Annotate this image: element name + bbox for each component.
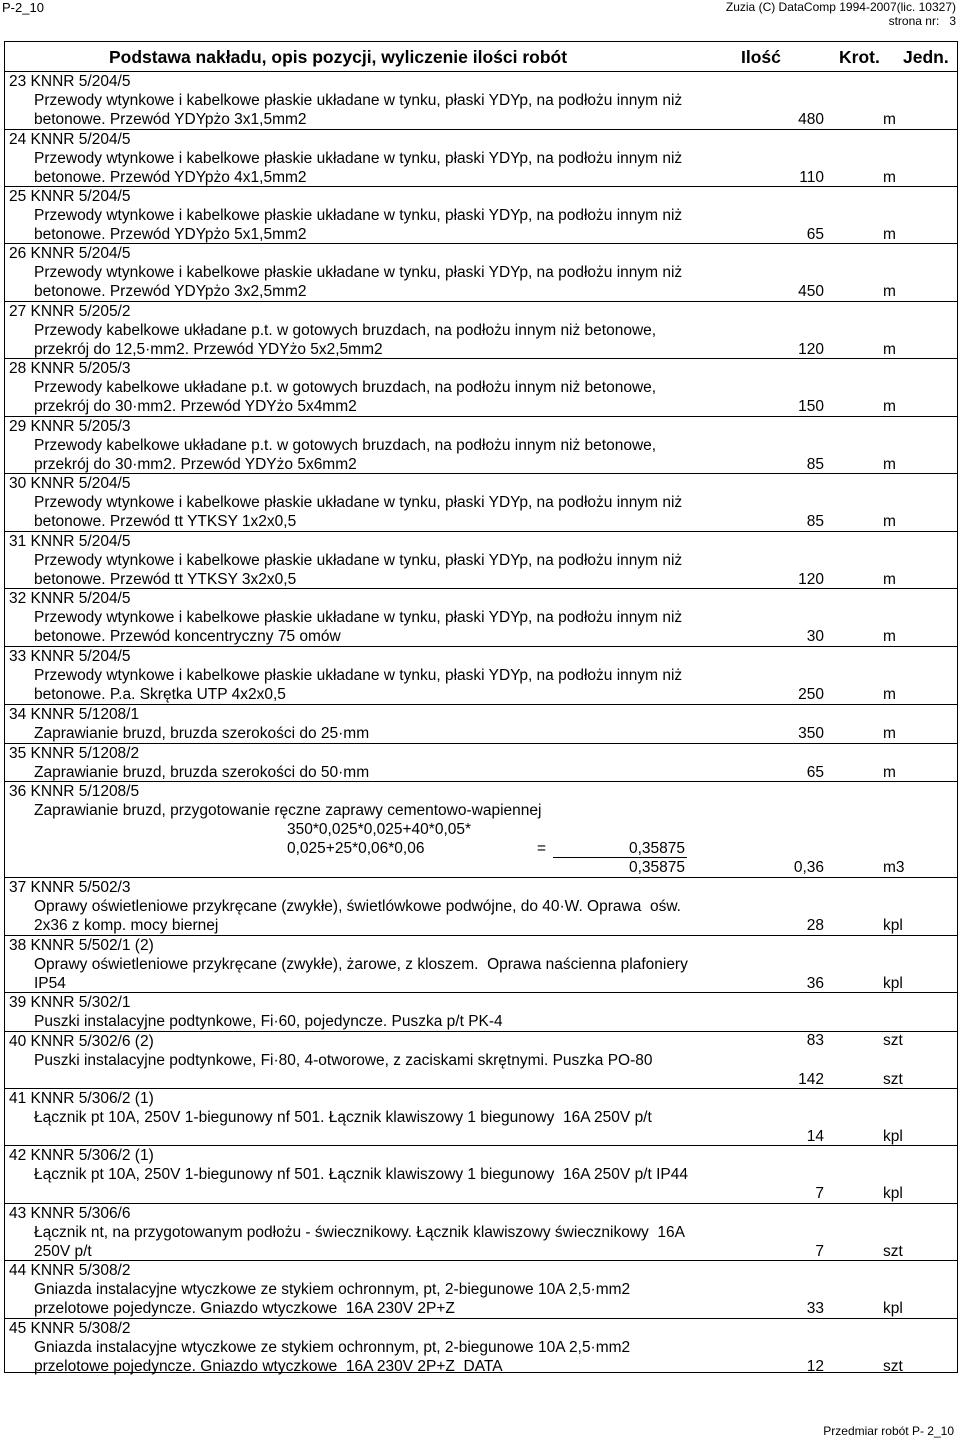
- item-unit: m: [883, 111, 896, 128]
- item-quantity: 120: [798, 571, 824, 588]
- item-description: Zaprawianie bruzd, przygotowanie ręczne zaprawy cementowo-wapiennej: [34, 802, 542, 819]
- item-quantity: 110: [799, 169, 824, 186]
- table-row: [5, 646, 957, 704]
- item-description: Zaprawianie bruzd, bruzda szerokości do 25·mm: [34, 725, 370, 742]
- item-description: Przewody wtynkowe i kabelkowe płaskie układane w tynku, płaski YDYp, na podłożu innym niż betonowe. Przewód YDYpżo 3x1,5mm2: [34, 92, 687, 128]
- table-row: [5, 1260, 957, 1318]
- item-position: 40 KNNR 5/302/6 (2): [9, 1033, 154, 1050]
- item-description: Przewody wtynkowe i kabelkowe płaskie układane w tynku, płaski YDYp, na podłożu innym niż betonowe. P.a. Skrętka UTP 4x2x0,5: [34, 667, 687, 703]
- item-position: 35 KNNR 5/1208/2: [9, 745, 140, 762]
- item-description: Przewody wtynkowe i kabelkowe płaskie układane w tynku, płaski YDYp, na podłożu innym niż betonowe. Przewód YDYpżo 5x1,5mm2: [34, 207, 687, 243]
- item-description: Oprawy oświetleniowe przykręcane (zwykłe), świetlówkowe podwójne, do 40·W. Oprawa ośw. 2x36 z komp. mocy biernej: [34, 898, 686, 934]
- item-description: Przewody wtynkowe i kabelkowe płaskie układane w tynku, płaski YDYp, na podłożu innym niż betonowe. Przewód YDYpżo 3x2,5mm2: [34, 264, 687, 300]
- table-row: [5, 129, 957, 186]
- table-row: [5, 358, 957, 416]
- item-description: Łącznik pt 10A, 250V 1-biegunowy nf 501. Łącznik klawiszowy 1 biegunowy 16A 250V p/t IP44: [34, 1166, 688, 1183]
- item-unit: kpl: [883, 1185, 903, 1202]
- item-quantity: 480: [798, 111, 824, 128]
- item-quantity: 36: [806, 975, 824, 992]
- table-row: [5, 704, 957, 743]
- item-unit: szt: [883, 1358, 903, 1375]
- item-position: 33 KNNR 5/204/5: [9, 648, 131, 665]
- item-position: 26 KNNR 5/204/5: [9, 245, 131, 262]
- item-unit: m3: [883, 859, 905, 876]
- item-position: 43 KNNR 5/306/6: [9, 1205, 131, 1222]
- page-number: strona nr: 3: [888, 14, 956, 28]
- item-unit: szt: [883, 1243, 903, 1260]
- item-unit: kpl: [883, 1300, 903, 1317]
- item-description: Łącznik pt 10A, 250V 1-biegunowy nf 501. Łącznik klawiszowy 1 biegunowy 16A 250V p/t: [34, 1109, 652, 1126]
- item-position: 38 KNNR 5/502/1 (2): [9, 937, 154, 954]
- item-position: 30 KNNR 5/204/5: [9, 475, 131, 492]
- table-row: [5, 781, 957, 877]
- calc-sum: 0,35875: [628, 859, 685, 876]
- header-multiplier: Krot.: [839, 47, 880, 67]
- item-position: 24 KNNR 5/204/5: [9, 131, 131, 148]
- item-description: Łącznik nt, na przygotowanym podłożu - świecznikowy. Łącznik klawiszowy świecznikowy 16A 250V p/t: [34, 1224, 689, 1260]
- item-position: 37 KNNR 5/502/3: [9, 879, 131, 896]
- item-position: 31 KNNR 5/204/5: [9, 533, 131, 550]
- item-unit: m: [883, 341, 896, 358]
- item-quantity: 28: [806, 917, 824, 934]
- table-row: [5, 186, 957, 243]
- item-quantity: 65: [806, 764, 824, 781]
- table-row: [5, 877, 957, 935]
- calc-result: 0,35875: [628, 840, 685, 857]
- item-position: 25 KNNR 5/204/5: [9, 188, 131, 205]
- item-description: Przewody wtynkowe i kabelkowe płaskie układane w tynku, płaski YDYp, na podłożu innym niż betonowe. Przewód koncentryczny 75 omów: [34, 609, 687, 645]
- table-row: [5, 531, 957, 588]
- item-quantity: 7: [815, 1243, 824, 1260]
- calc-formula-line1: 350*0,025*0,025+40*0,05*: [287, 821, 472, 838]
- item-position: 29 KNNR 5/205/3: [9, 418, 131, 435]
- table-row: [5, 1203, 957, 1260]
- item-description: Puszki instalacyjne podtynkowe, Fi·80, 4-otworowe, z zaciskami skrętnymi. Puszka PO-80: [34, 1052, 653, 1069]
- item-position: 27 KNNR 5/205/2: [9, 303, 131, 320]
- item-quantity: 150: [798, 398, 824, 415]
- calc-equals: =: [537, 840, 547, 857]
- item-description: Przewody kabelkowe układane p.t. w gotowych bruzdach, na podłożu innym niż betonowe, przekrój do 12,5·mm2. Przewód YDYżo 5x2,5mm2: [34, 322, 661, 358]
- table-row: [5, 72, 957, 129]
- item-position: 32 KNNR 5/204/5: [9, 590, 131, 607]
- item-quantity: 12: [806, 1358, 824, 1375]
- item-unit: kpl: [883, 1128, 903, 1145]
- item-unit: m: [883, 571, 896, 588]
- item-quantity: 85: [806, 513, 824, 530]
- estimate-table: [4, 41, 958, 1373]
- item-unit: szt: [883, 1032, 903, 1049]
- item-unit: m: [883, 226, 896, 243]
- calc-formula-line2: 0,025+25*0,06*0,06: [287, 840, 425, 857]
- table-row: [5, 416, 957, 473]
- table-row: [5, 1088, 957, 1145]
- table-row: [5, 1318, 957, 1375]
- header-unit: Jedn.: [903, 47, 949, 67]
- item-quantity: 30: [806, 628, 824, 645]
- item-unit: m: [883, 686, 896, 703]
- item-description: Przewody kabelkowe układane p.t. w gotowych bruzdach, na podłożu innym niż betonowe, przekrój do 30·mm2. Przewód YDYżo 5x4mm2: [34, 379, 661, 415]
- item-quantity: 350: [798, 725, 824, 742]
- item-unit: m: [883, 398, 896, 415]
- item-position: 28 KNNR 5/205/3: [9, 360, 131, 377]
- item-position: 41 KNNR 5/306/2 (1): [9, 1090, 154, 1107]
- item-unit: szt: [883, 1071, 903, 1088]
- table-row: [5, 588, 957, 646]
- item-description: Przewody wtynkowe i kabelkowe płaskie układane w tynku, płaski YDYp, na podłożu innym niż betonowe. Przewód YDYpżo 4x1,5mm2: [34, 150, 687, 186]
- item-quantity: 120: [798, 341, 824, 358]
- item-description: Gniazda instalacyjne wtyczkowe ze stykiem ochronnym, pt, 2-biegunowe 10A 2,5·mm2 przelotowe pojedyncze. Gniazdo wtyczkowe 16A 230V 2P+Z: [34, 1281, 635, 1317]
- item-quantity: 33: [806, 1300, 824, 1317]
- table-row: [5, 473, 957, 531]
- item-position: 45 KNNR 5/308/2: [9, 1320, 131, 1337]
- item-unit: kpl: [883, 917, 903, 934]
- item-position: 39 KNNR 5/302/1: [9, 994, 131, 1011]
- table-row: [5, 743, 957, 781]
- item-position: 23 KNNR 5/204/5: [9, 73, 131, 90]
- item-description: Przewody wtynkowe i kabelkowe płaskie układane w tynku, płaski YDYp, na podłożu innym niż betonowe. Przewód tt YTKSY 1x2x0,5: [34, 494, 687, 530]
- item-unit: m: [883, 283, 896, 300]
- table-row: [5, 301, 957, 358]
- table-header: [5, 42, 957, 72]
- header-quantity: Ilość: [741, 47, 781, 67]
- item-quantity: 7: [815, 1185, 824, 1202]
- item-quantity: 142: [798, 1071, 824, 1088]
- item-quantity: 83: [806, 1032, 824, 1049]
- item-unit: kpl: [883, 975, 903, 992]
- item-unit: m: [883, 456, 896, 473]
- table-row: [5, 935, 957, 992]
- table-row: [5, 243, 957, 301]
- item-description: Przewody kabelkowe układane p.t. w gotowych bruzdach, na podłożu innym niż betonowe, przekrój do 30·mm2. Przewód YDYżo 5x6mm2: [34, 437, 661, 473]
- item-unit: m: [883, 628, 896, 645]
- item-quantity: 0,36: [793, 859, 824, 876]
- item-description: Oprawy oświetleniowe przykręcane (zwykłe), żarowe, z kloszem. Oprawa naścienna plafoniery IP54: [34, 956, 693, 992]
- item-quantity: 65: [806, 226, 824, 243]
- page-footer: Przedmiar robót P- 2_10: [823, 1424, 954, 1438]
- item-description: Puszki instalacyjne podtynkowe, Fi·60, pojedyncze. Puszka p/t PK-4: [34, 1013, 503, 1030]
- item-description: Przewody wtynkowe i kabelkowe płaskie układane w tynku, płaski YDYp, na podłożu innym niż betonowe. Przewód tt YTKSY 3x2x0,5: [34, 552, 687, 588]
- item-position: 36 KNNR 5/1208/5: [9, 783, 140, 800]
- document-code: P-2_10: [2, 0, 44, 15]
- copyright-text: Zuzia (C) DataComp 1994-2007(lic. 10327): [725, 0, 956, 14]
- item-quantity: 85: [806, 456, 824, 473]
- item-unit: m: [883, 513, 896, 530]
- item-quantity: 14: [806, 1128, 824, 1145]
- item-quantity: 250: [798, 686, 824, 703]
- item-quantity: 450: [798, 283, 824, 300]
- item-unit: m: [883, 169, 896, 186]
- item-unit: m: [883, 725, 896, 742]
- table-row: [5, 1145, 957, 1203]
- page-info: [726, 0, 956, 28]
- item-position: 44 KNNR 5/308/2: [9, 1262, 131, 1279]
- item-position: 34 KNNR 5/1208/1: [9, 706, 140, 723]
- item-position: 42 KNNR 5/306/2 (1): [9, 1147, 154, 1164]
- item-description: Zaprawianie bruzd, bruzda szerokości do 50·mm: [34, 764, 370, 781]
- table-row: [5, 1031, 957, 1088]
- item-description: Gniazda instalacyjne wtyczkowe ze stykiem ochronnym, pt, 2-biegunowe 10A 2,5·mm2 przelotowe pojedyncze. Gniazdo wtyczkowe 16A 230V 2P+Z DATA: [34, 1339, 635, 1375]
- item-unit: m: [883, 764, 896, 781]
- header-description: Podstawa nakładu, opis pozycji, wyliczenie ilości robót: [109, 47, 568, 67]
